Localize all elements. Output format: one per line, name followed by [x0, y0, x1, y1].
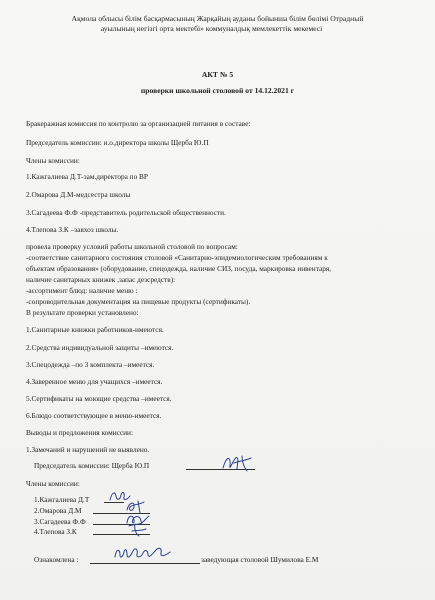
- check-line: В результате проверки установлено:: [26, 308, 139, 317]
- check-line: объектам образования» (оборудование, спецодежда, наличие СИЗ, посуда, маркировка инвентаря,: [26, 264, 332, 273]
- chairman-signature-label: Председатель комиссии: Щерба Ю.П: [34, 461, 150, 470]
- act-title: АКТ № 5: [201, 70, 234, 79]
- chairman-signature: [220, 452, 254, 474]
- intro-text: Бракеражная комиссия по контролю за организацией питания в составе:: [26, 119, 251, 128]
- acquainted-signature-line: [90, 563, 200, 564]
- finding-item: 1.Санитарные книжки работников-имеются.: [26, 325, 164, 334]
- member-item: 3.Сагадеева Ф.Ф -представитель родительской общественности.: [26, 208, 226, 217]
- finding-item: 5.Сертификаты на моющие средства –имеется.: [26, 394, 172, 403]
- check-line: провела проверку условий работы школьной столовой по вопросам:: [26, 242, 238, 251]
- check-line: наличие санитарных книжек ,запас дезсредств):: [26, 275, 176, 284]
- conclusion-item: 1.Замечаний и нарушений не выявлено.: [26, 445, 150, 454]
- check-line: -соответствие санитарного состояния столовой «Санитарно-эпидемиологическим требованиям к: [26, 253, 328, 262]
- members-title: Члены комиссии:: [26, 156, 80, 165]
- member-item: 4.Тлепова З.К –завхоз школы.: [26, 225, 119, 234]
- member-signature: [126, 520, 150, 538]
- signature-member: 3.Сагадеева Ф.Ф: [34, 517, 86, 526]
- signature-member: 2.Омарова Д.М: [34, 506, 82, 515]
- header-line-1: Ақмола облысы білім басқармасының Жарқайың ауданы бойынша білім бөлімі Отрадный: [71, 14, 364, 23]
- finding-item: 6.Блюдо соответствующее в меню-имеется.: [26, 411, 162, 420]
- acquainted-label: Ознакомлена :: [34, 555, 79, 564]
- check-line: -сопроводительная документация на пищевые продукты (сертификаты).: [26, 297, 251, 306]
- chairman-line: Председатель комиссии: и.о.директора школы Щерба Ю.П: [26, 138, 209, 147]
- header-line-2: ауылының негізгі орта мектебі» коммуналдық мемлекеттік мекемесі: [100, 24, 323, 33]
- check-line: -ассортимент блюд: наличие меню :: [26, 286, 138, 295]
- finding-item: 3.Спецодежда –по 3 комплекта –имеется.: [26, 360, 155, 369]
- finding-item: 4.Заверенное меню для учащихся –имеется.: [26, 377, 163, 386]
- acquainted-role: заведующая столовой Шумилова Е.М: [201, 555, 319, 564]
- signature-member: 1.Кажгалиева Д.Т: [34, 495, 90, 504]
- acquainted-signature: [112, 543, 174, 563]
- act-subtitle: проверки школьной столовой от 14.12.2021 г: [140, 86, 295, 95]
- member-item: 2.Омарова Д.М-медсестра школы: [26, 190, 131, 199]
- finding-item: 2.Средства индивидуальной защиты –имеются.: [26, 343, 174, 352]
- signature-member: 4.Тлепова З.К: [34, 527, 77, 536]
- signature-members-title: Члены комиссии:: [26, 479, 80, 488]
- conclusions-title: Выводы и предложения комиссии:: [26, 428, 133, 437]
- member-item: 1.Кажгалиева Д.Т-зам.директора по ВР: [26, 172, 148, 181]
